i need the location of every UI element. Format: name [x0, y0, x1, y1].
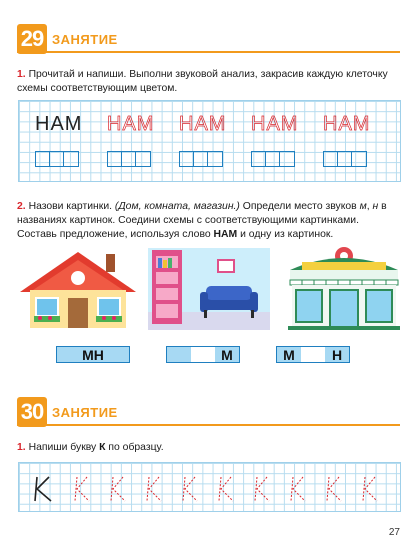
trace-word[interactable]: НАМ: [179, 113, 227, 135]
trace-word[interactable]: НАМ: [323, 113, 371, 135]
writing-grid-1: [18, 100, 401, 182]
bold-word: НАМ: [213, 229, 238, 240]
letter-k-tracing[interactable]: [19, 463, 402, 513]
lesson-divider: [17, 424, 400, 426]
room-picture[interactable]: [148, 248, 270, 330]
task-text: Прочитай и напиши. Выполни звуковой анализ, закрасив каждую клеточку схемы соответствующим цветом.: [17, 69, 388, 94]
trace-word[interactable]: НАМ: [251, 113, 299, 135]
scheme-cell: [301, 347, 325, 362]
task-text: Определи место звуков: [239, 201, 360, 212]
task-1-instruction: [17, 68, 401, 96]
lesson-29-header: [17, 24, 118, 54]
task-2-instruction: [17, 200, 401, 242]
lesson-30-header: [17, 397, 118, 427]
lesson-divider: [17, 51, 400, 53]
house-picture[interactable]: [18, 248, 138, 330]
scheme-mn[interactable]: [56, 346, 130, 363]
scheme-cell: МН: [57, 347, 129, 362]
scheme-m-n[interactable]: [276, 346, 350, 363]
trace-word[interactable]: НАМ: [107, 113, 155, 135]
task-text: Назови картинки.: [28, 201, 115, 212]
task-number: 1.: [17, 69, 26, 80]
task-text: ,: [366, 201, 373, 212]
sound-letter: м: [359, 201, 367, 212]
sound-scheme[interactable]: [179, 151, 223, 167]
lesson-number-badge: 29: [17, 24, 47, 54]
sound-scheme[interactable]: [251, 151, 295, 167]
lesson-number-badge: 30: [17, 397, 47, 427]
task-k-instruction: [17, 441, 401, 455]
bold-letter: К: [99, 442, 106, 453]
scheme-cell: М: [277, 347, 301, 362]
sample-letter-k: [35, 477, 51, 501]
writing-grid-k: [18, 462, 401, 512]
scheme-cell: М: [215, 347, 239, 362]
task-number: 2.: [17, 201, 26, 212]
shop-picture[interactable]: [286, 244, 402, 330]
sound-scheme[interactable]: [323, 151, 367, 167]
scheme-cell: [167, 347, 191, 362]
task-text: в названиях картинок. Соедини схемы с соответствующими картинками. Составь предложение, используя слово: [17, 201, 387, 240]
task-text-italic: (Дом, комната, магазин.): [114, 201, 240, 212]
task-number: 1.: [17, 442, 26, 453]
lesson-title: ЗАНЯТИЕ: [52, 31, 118, 47]
task-text: Напиши букву: [28, 442, 100, 453]
scheme-cell: Н: [325, 347, 349, 362]
sound-scheme[interactable]: [35, 151, 79, 167]
sound-letter: н: [372, 201, 379, 212]
sample-word: НАМ: [35, 113, 83, 135]
scheme-cell: [191, 347, 215, 362]
task-text: и одну из картинок.: [237, 229, 334, 240]
task-text: по образцу.: [105, 442, 164, 453]
sound-scheme[interactable]: [107, 151, 151, 167]
scheme-end-m[interactable]: [166, 346, 240, 363]
lesson-title: ЗАНЯТИЕ: [52, 404, 118, 420]
page-number: 27: [388, 527, 400, 538]
